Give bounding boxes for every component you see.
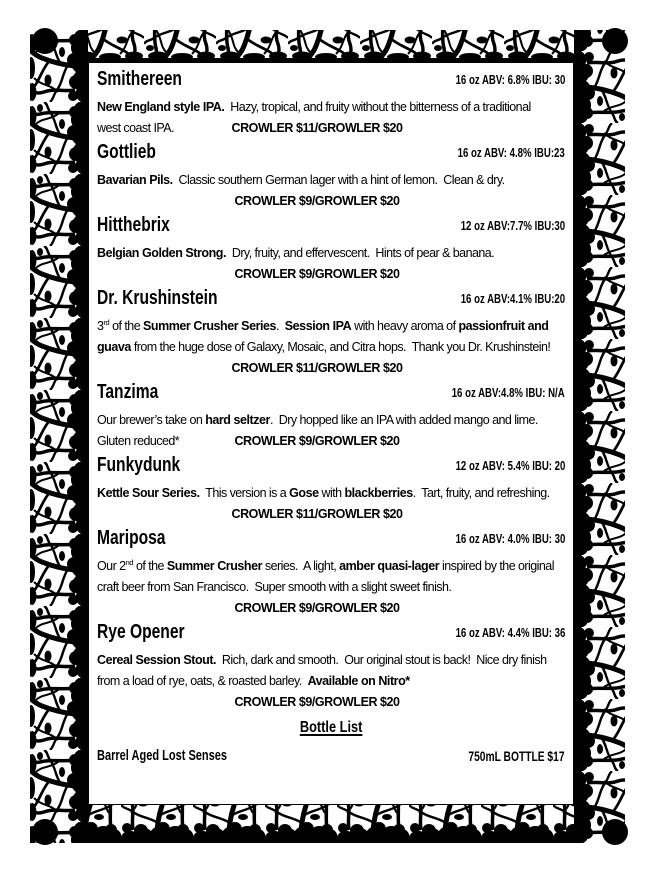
beer-name: Mariposa bbox=[97, 527, 166, 549]
crowler-growler-price: CROWLER $9/GROWLER $20 bbox=[234, 434, 400, 448]
bottle-item-row bbox=[97, 746, 565, 767]
beer-name: Dr. Krushinstein bbox=[97, 287, 218, 309]
beer-name: Hitthebrix bbox=[97, 214, 170, 236]
beer-entry-header bbox=[97, 454, 565, 476]
menu-panel bbox=[88, 62, 574, 805]
crowler-growler-price: CROWLER $9/GROWLER $20 bbox=[234, 601, 400, 615]
bottle-item-name: Barrel Aged Lost Senses bbox=[97, 748, 228, 764]
beer-entry bbox=[97, 214, 565, 285]
beer-description bbox=[97, 556, 565, 619]
beer-entry-header bbox=[97, 68, 565, 90]
description-line: guava from the huge dose of Galaxy, Mosaic, and Citra hops. Thank you Dr. Krushinstein! bbox=[97, 340, 551, 354]
description-line: Belgian Golden Strong. Dry, fruity, and effervescent. Hints of pear & banana. bbox=[97, 246, 495, 260]
beer-entry bbox=[97, 287, 565, 379]
beer-name: Rye Opener bbox=[97, 621, 185, 643]
beer-description bbox=[97, 170, 565, 212]
beer-stats: 16 oz ABV:4.8% IBU: N/A bbox=[452, 385, 565, 400]
beer-entry-header bbox=[97, 381, 565, 403]
beer-entry bbox=[97, 381, 565, 452]
beer-description bbox=[97, 483, 565, 525]
beer-entry-header bbox=[97, 287, 565, 309]
description-line bbox=[97, 504, 565, 525]
beer-entry bbox=[97, 68, 565, 139]
beer-entry bbox=[97, 141, 565, 212]
crowler-growler-price: CROWLER $11/GROWLER $20 bbox=[231, 361, 403, 375]
beer-description bbox=[97, 97, 565, 139]
crowler-growler-price: CROWLER $9/GROWLER $20 bbox=[234, 267, 400, 281]
description-line: 3rd of the Summer Crusher Series. Session IPA with heavy aroma of passionfruit and bbox=[97, 317, 549, 333]
beer-name: Gottlieb bbox=[97, 141, 156, 163]
beer-entry bbox=[97, 527, 565, 619]
description-line: Kettle Sour Series. This version is a Gose with blackberries. Tart, fruity, and refreshing. bbox=[97, 486, 550, 500]
beer-description bbox=[97, 316, 565, 379]
description-line: New England style IPA. Hazy, tropical, and fruity without the bitterness of a traditional bbox=[97, 100, 531, 114]
beer-entry-header bbox=[97, 214, 565, 236]
crowler-growler-price: CROWLER $9/GROWLER $20 bbox=[234, 194, 400, 208]
beer-stats: 16 oz ABV: 4.4% IBU: 36 bbox=[455, 625, 565, 640]
description-line bbox=[97, 191, 565, 212]
beer-entry bbox=[97, 454, 565, 525]
beer-stats: 16 oz ABV: 4.8% IBU:23 bbox=[457, 145, 565, 160]
beer-name: Funkydunk bbox=[97, 454, 181, 476]
description-line: Our brewer’s take on hard seltzer. Dry hopped like an IPA with added mango and lime. bbox=[97, 413, 538, 427]
beer-description bbox=[97, 650, 565, 713]
beer-entry bbox=[97, 621, 565, 713]
description-line: Gluten reduced* CROWLER $9/GROWLER $20 bbox=[97, 431, 565, 452]
bottle-list-section bbox=[97, 717, 565, 767]
description-line: Bavarian Pils. Classic southern German lager with a hint of lemon. Clean & dry. bbox=[97, 173, 505, 187]
description-line: Our 2nd of the Summer Crusher series. A light, amber quasi-lager inspired by the original bbox=[97, 557, 554, 573]
beer-stats: 16 oz ABV: 6.8% IBU: 30 bbox=[455, 72, 565, 87]
beer-stats: 12 oz ABV: 5.4% IBU: 20 bbox=[455, 458, 565, 473]
description-line: craft beer from San Francisco. Super smooth with a slight sweet finish. bbox=[97, 580, 452, 594]
bottle-item-price: 750mL BOTTLE $17 bbox=[468, 749, 565, 764]
description-line bbox=[97, 264, 565, 285]
crowler-growler-price: CROWLER $9/GROWLER $20 bbox=[234, 695, 400, 709]
beer-description bbox=[97, 410, 565, 452]
beer-entry-header bbox=[97, 141, 565, 163]
crowler-growler-price: CROWLER $11/GROWLER $20 bbox=[231, 121, 403, 135]
beer-description bbox=[97, 243, 565, 285]
description-line bbox=[97, 598, 565, 619]
beer-entry-list bbox=[97, 68, 565, 713]
description-line bbox=[97, 692, 565, 713]
beer-name: Tanzima bbox=[97, 381, 159, 403]
beer-stats: 16 oz ABV:4.1% IBU:20 bbox=[460, 291, 565, 306]
beer-stats: 16 oz ABV: 4.0% IBU: 30 bbox=[455, 531, 565, 546]
description-line: Cereal Session Stout. Rich, dark and smooth. Our original stout is back! Nice dry finish bbox=[97, 653, 547, 667]
beer-entry-header bbox=[97, 621, 565, 643]
bottle-list-heading: Bottle List bbox=[299, 719, 363, 736]
description-line: from a load of rye, oats, & roasted barley. Available on Nitro* bbox=[97, 674, 410, 688]
beer-entry-header bbox=[97, 527, 565, 549]
description-line: west coast IPA. CROWLER $11/GROWLER $20 bbox=[97, 118, 565, 139]
beer-stats: 12 oz ABV:7.7% IBU:30 bbox=[460, 218, 565, 233]
crowler-growler-price: CROWLER $11/GROWLER $20 bbox=[231, 507, 403, 521]
description-line bbox=[97, 358, 565, 379]
beer-name: Smithereen bbox=[97, 68, 182, 90]
